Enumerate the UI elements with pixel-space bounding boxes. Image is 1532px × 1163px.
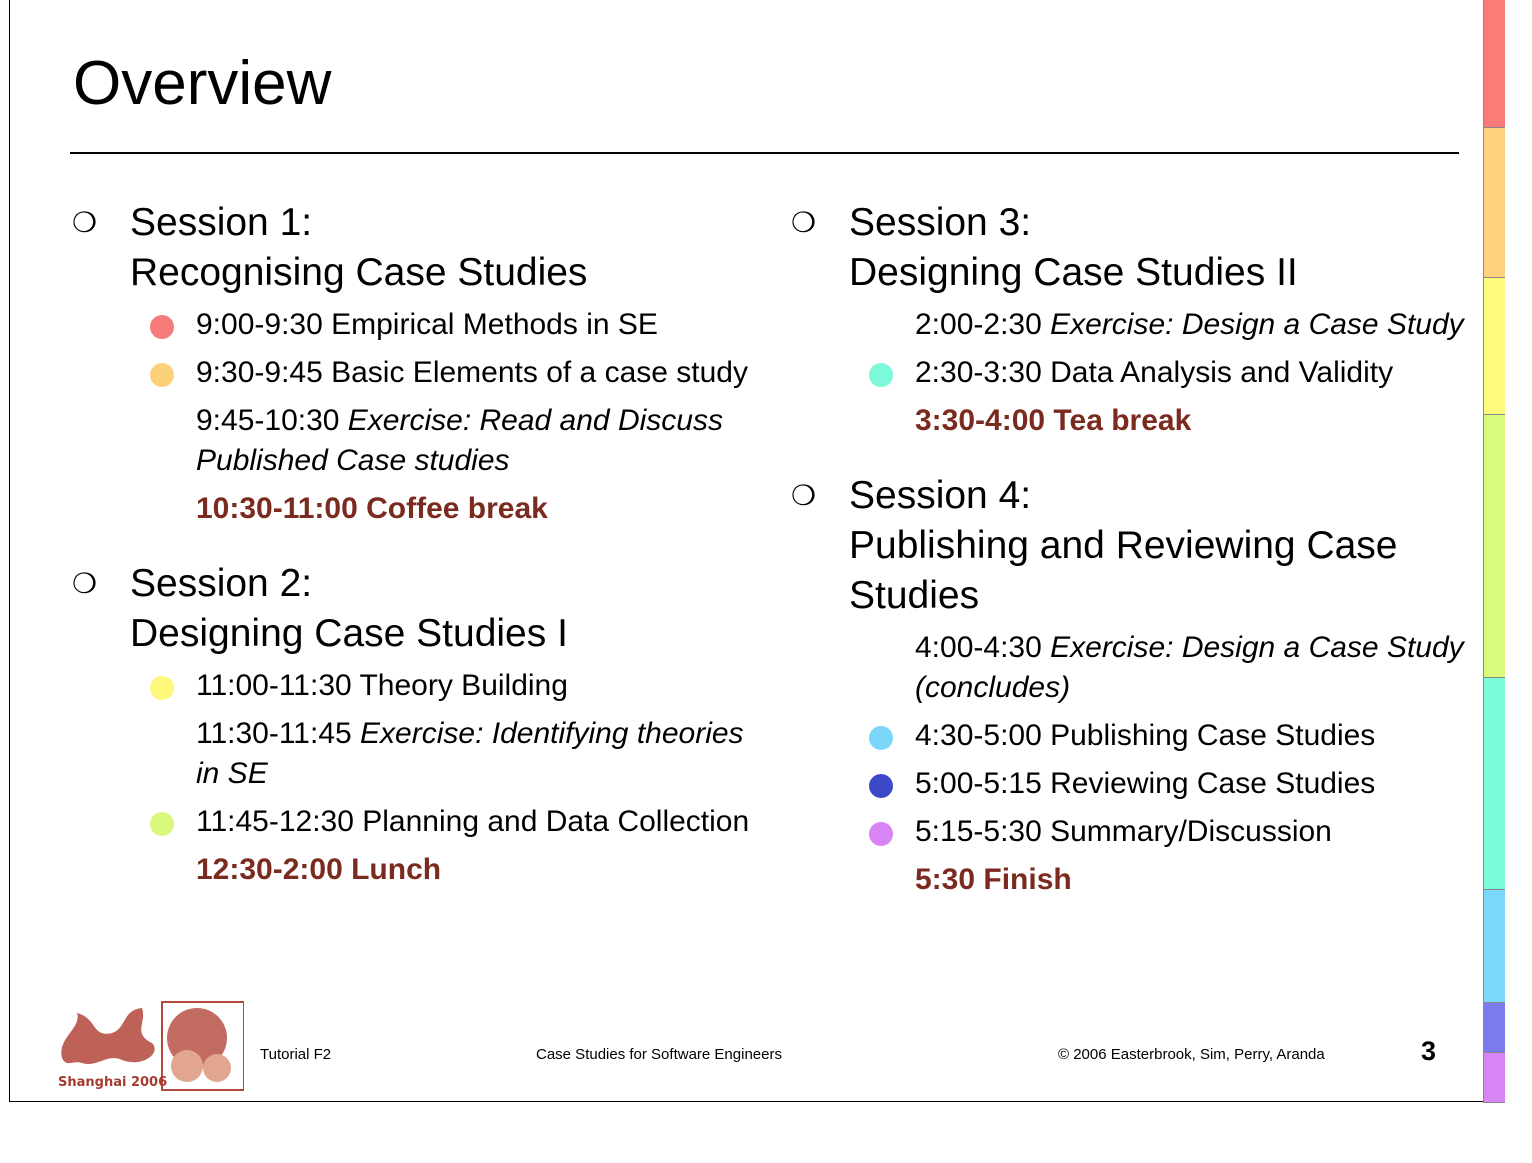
session-heading-line1: Session 1:: [130, 201, 313, 244]
slide: [9, 0, 1484, 1102]
item-text: Planning and Data Collection: [353, 805, 750, 838]
item-text: [1042, 631, 1050, 664]
color-stripe: [1483, 128, 1505, 278]
session-heading-line2: Publishing and Reviewing Case: [849, 524, 1398, 567]
slide-title: Overview: [73, 49, 332, 118]
schedule-item: [130, 666, 772, 706]
bullet-dot-icon: [150, 676, 174, 700]
session-heading: [130, 198, 772, 298]
schedule-item: [130, 353, 772, 393]
bullet-dot-icon: [869, 363, 893, 387]
session-block: [791, 471, 1491, 900]
color-stripe: [1483, 0, 1505, 128]
session-block: [791, 198, 1491, 441]
item-time: 5:00-5:15: [915, 767, 1042, 800]
color-stripe: [1483, 415, 1505, 678]
session-heading-line2: Designing Case Studies II: [849, 251, 1298, 294]
schedule-item: [849, 353, 1491, 393]
item-text: Reviewing Case Studies: [1041, 767, 1376, 800]
footer-copyright: © 2006 Easterbrook, Sim, Perry, Aranda: [1058, 1046, 1325, 1063]
session-bullet-icon: ❍: [72, 568, 98, 599]
item-time: 4:00-4:30: [915, 631, 1042, 664]
color-stripe: [1483, 1003, 1505, 1053]
item-time: 11:45-12:30: [196, 805, 354, 838]
footer-tutorial: Tutorial F2: [260, 1046, 332, 1063]
title-divider: [70, 152, 1459, 154]
session-bullet-icon: ❍: [72, 207, 98, 238]
item-time: 5:15-5:30: [915, 815, 1042, 848]
schedule-break: 10:30-11:00 Coffee break: [196, 492, 548, 525]
left-column: [72, 198, 772, 920]
bullet-dot-icon: [150, 315, 174, 339]
schedule-item: [849, 812, 1491, 852]
item-text: [352, 717, 360, 750]
item-time: 9:45-10:30: [196, 404, 340, 437]
bullet-dot-icon: [869, 774, 893, 798]
item-exercise-text: Exercise: Read and Discuss Published Case studies: [196, 404, 723, 477]
color-stripe: [1483, 278, 1505, 415]
item-time: 11:00-11:30: [196, 669, 352, 702]
color-stripe: [1483, 1053, 1505, 1103]
logo-caption: Shanghai 2006: [58, 1075, 168, 1090]
item-text: [1042, 308, 1050, 341]
schedule-item: [130, 714, 772, 794]
bullet-dot-icon: [869, 822, 893, 846]
color-stripe: [1483, 678, 1505, 890]
item-text: Publishing Case Studies: [1041, 719, 1376, 752]
item-exercise-text: Exercise: Design a Case Study: [1050, 308, 1464, 341]
bullet-dot-icon: [150, 363, 174, 387]
schedule-break: 3:30-4:00 Tea break: [915, 404, 1192, 437]
item-time: 4:30-5:00: [915, 719, 1042, 752]
session-heading-line1: Session 2:: [130, 562, 313, 605]
session-heading: [849, 198, 1491, 298]
shanghai-2006-logo: [52, 998, 244, 1093]
schedule-item: [130, 305, 772, 345]
schedule-item: [849, 628, 1491, 708]
session-heading: [130, 559, 772, 659]
session-block: [72, 198, 772, 529]
schedule-item: [130, 401, 772, 481]
session-heading-line1: Session 4:: [849, 474, 1032, 517]
schedule-item: [849, 716, 1491, 756]
schedule-break: 5:30 Finish: [915, 863, 1072, 896]
item-exercise-text: Exercise: Design a Case Study (concludes): [915, 631, 1464, 704]
color-stripe: [1483, 890, 1505, 1003]
bullet-dot-icon: [869, 726, 893, 750]
item-text: [339, 404, 347, 437]
session-heading-line2: Recognising Case Studies: [130, 251, 588, 294]
item-time: 2:00-2:30: [915, 308, 1042, 341]
item-exercise-text: Exercise: Identifying theories in SE: [196, 717, 744, 790]
session-bullet-icon: ❍: [791, 207, 817, 238]
schedule-item: [849, 764, 1491, 804]
item-text: Summary/Discussion: [1041, 815, 1332, 848]
bullet-dot-icon: [150, 812, 174, 836]
item-time: 11:30-11:45: [196, 717, 352, 750]
item-text: Basic Elements of a case study: [322, 356, 748, 389]
footer-course: Case Studies for Software Engineers: [536, 1046, 782, 1063]
item-time: 2:30-3:30: [915, 356, 1042, 389]
item-text: Theory Building: [351, 669, 568, 702]
right-column: [791, 198, 1491, 930]
item-text: Data Analysis and Validity: [1041, 356, 1394, 389]
schedule-item: [130, 802, 772, 842]
page-number: 3: [1421, 1036, 1437, 1066]
schedule-item: [849, 305, 1491, 345]
session-bullet-icon: ❍: [791, 480, 817, 511]
schedule-break: 12:30-2:00 Lunch: [196, 853, 442, 886]
session-heading-line3: Studies: [849, 574, 980, 617]
session-heading-line1: Session 3:: [849, 201, 1032, 244]
item-text: Empirical Methods in SE: [322, 308, 658, 341]
session-block: [72, 559, 772, 890]
item-time: 9:00-9:30: [196, 308, 323, 341]
session-heading: [849, 471, 1491, 621]
item-time: 9:30-9:45: [196, 356, 323, 389]
session-heading-line2: Designing Case Studies I: [130, 612, 568, 655]
